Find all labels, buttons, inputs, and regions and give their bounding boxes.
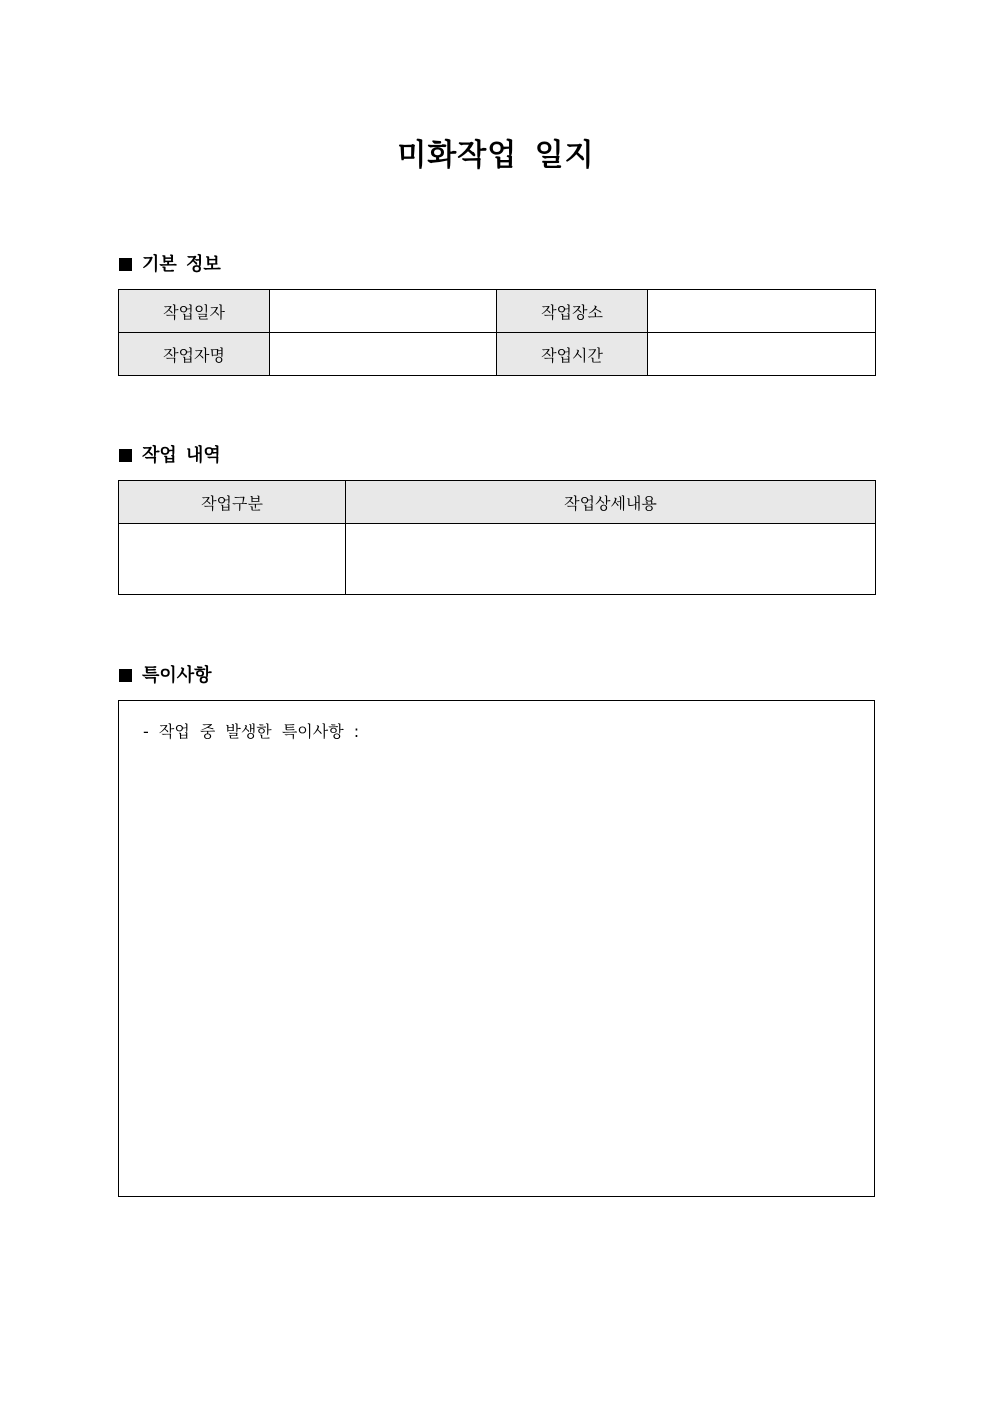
- work-details-heading-text: 작업 내역: [142, 445, 221, 466]
- notes-heading-text: 특이사항: [142, 665, 212, 686]
- notes-heading: [119, 664, 212, 688]
- basic-info-table: [118, 289, 876, 376]
- square-bullet-icon: [119, 258, 132, 271]
- work-time-label: 작업시간: [497, 333, 648, 376]
- worker-name-label: 작업자명: [119, 333, 270, 376]
- work-details-table: [118, 480, 876, 595]
- basic-info-heading-text: 기본 정보: [142, 254, 221, 275]
- notes-box[interactable]: [118, 700, 875, 1197]
- work-category-field[interactable]: [119, 524, 346, 595]
- work-location-label: 작업장소: [497, 290, 648, 333]
- table-row: [119, 333, 876, 376]
- work-date-field[interactable]: [270, 290, 497, 333]
- worker-name-field[interactable]: [270, 333, 497, 376]
- work-location-field[interactable]: [648, 290, 876, 333]
- table-row: [119, 524, 876, 595]
- notes-prompt: - 작업 중 발생한 특이사항 :: [143, 722, 360, 741]
- square-bullet-icon: [119, 669, 132, 682]
- work-details-header: 작업상세내용: [346, 481, 876, 524]
- work-date-label: 작업일자: [119, 290, 270, 333]
- page-title: 미화작업 일지: [397, 138, 595, 173]
- table-header-row: [119, 481, 876, 524]
- table-row: [119, 290, 876, 333]
- work-details-heading: [119, 444, 221, 468]
- work-details-field[interactable]: [346, 524, 876, 595]
- work-category-header: 작업구분: [119, 481, 346, 524]
- work-time-field[interactable]: [648, 333, 876, 376]
- basic-info-heading: [119, 253, 221, 277]
- square-bullet-icon: [119, 449, 132, 462]
